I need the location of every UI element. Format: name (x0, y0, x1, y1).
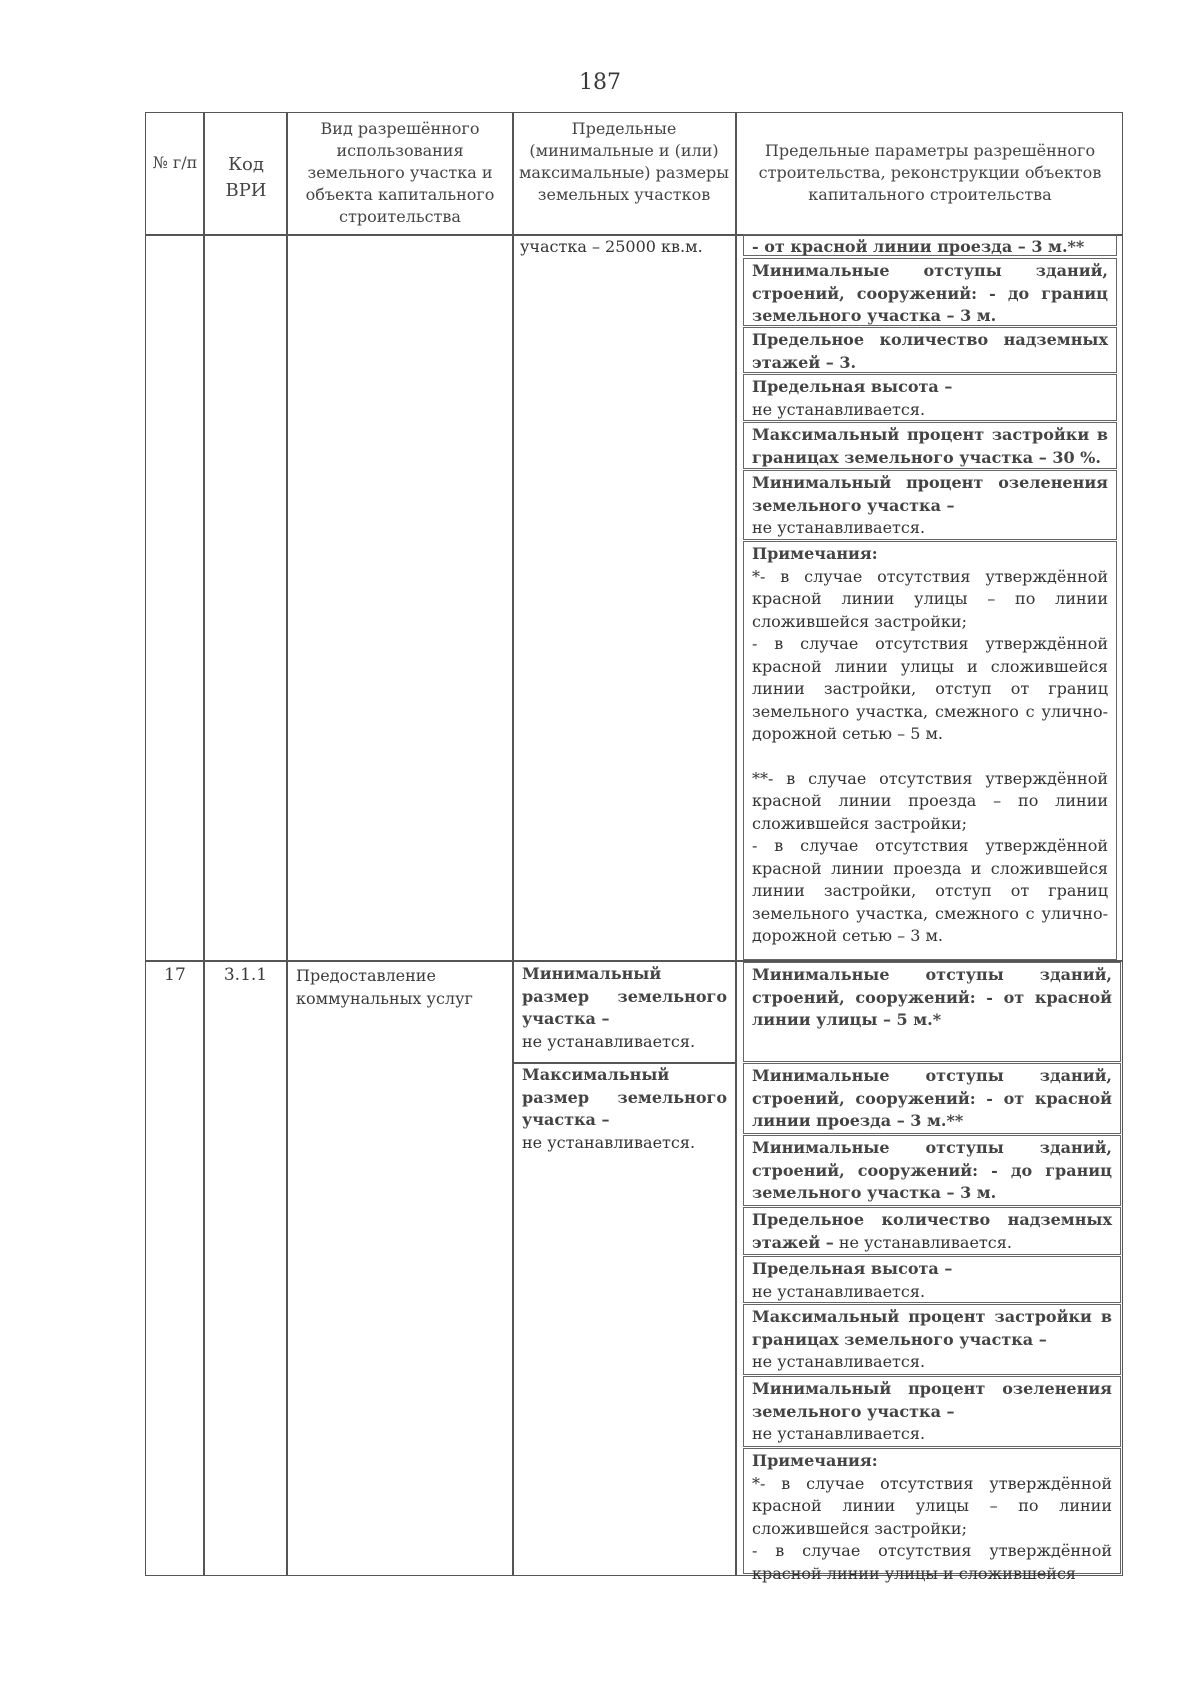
block2-param-6-title: Максимальный процент застройки в границах земельного участка – (752, 1307, 1112, 1349)
block1-notes (743, 541, 1117, 960)
block2-param-7 (743, 1376, 1121, 1447)
block1-param-4-value: не устанавливается. (752, 399, 926, 419)
column-divider (286, 112, 288, 1576)
row-code-text: 3.1.1 (223, 965, 268, 985)
block1-param-4 (743, 374, 1117, 421)
row-type (296, 964, 506, 1010)
block2-param-6-value: не устанавливается. (752, 1352, 926, 1371)
block2-param-2-text: Минимальные отступы зданий, строений, сооружений: - от красной линии проезда – 3 м.** (752, 1066, 1112, 1130)
block2-size-1-value: не устанавливается. (522, 1031, 696, 1051)
block2-size-2 (514, 1063, 735, 1162)
block2-param-5 (743, 1256, 1121, 1303)
block2-param-1-text: Минимальные отступы зданий, строений, сооружений: - от красной линии улицы – 5 м.* (752, 965, 1112, 1029)
header-params-label: Предельные параметры разрешённого строительства, реконструкции объектов капитального строительства (758, 141, 1102, 204)
block1-note-4: - в случае отсутствия утверждённой красной линии проезда и сложившейся линии застройки, отступ от границ земельного участка, смежного с улично-дорожной сетью – 3 м. (752, 836, 1108, 945)
header-number-label: № г/п (152, 153, 198, 172)
block2-param-3-text: Минимальные отступы зданий, строений, сооружений: - до границ земельного участка – 3 м. (752, 1138, 1112, 1202)
block2-param-4-title: Предельное количество надземных этажей – (752, 1210, 1112, 1252)
block2-param-1 (743, 962, 1121, 1062)
block2-size-2-title: Максимальный размер земельного участка – (522, 1065, 727, 1129)
row-number-text: 17 (164, 965, 186, 985)
block1-size (520, 236, 732, 259)
block1-param-1 (743, 234, 1117, 256)
block1-param-6-value: не устанавливается. (752, 518, 926, 537)
block1-note-1: *- в случае отсутствия утверждённой красной линии улицы – по линии сложившейся застройки; (752, 566, 1108, 631)
block2-note-2: - в случае отсутствия утверждённой красной линии улицы и сложившейся (752, 1541, 1112, 1583)
header-sizes (518, 118, 730, 206)
row-number (147, 964, 203, 987)
block2-notes-title: Примечания: (752, 1451, 878, 1470)
block2-param-6 (743, 1304, 1121, 1375)
header-code (212, 152, 280, 204)
block1-param-2 (743, 258, 1117, 326)
column-divider (203, 112, 205, 1576)
row-type-text: Предоставление коммунальных услуг (296, 966, 473, 1008)
block2-param-3 (743, 1135, 1121, 1206)
block1-param-3-text: Предельное количество надземных этажей – 3. (752, 330, 1108, 372)
block1-param-6 (743, 470, 1117, 540)
block1-param-3 (743, 327, 1117, 373)
block2-size-1 (514, 962, 735, 1061)
block2-param-4-value: не устанавливается. (838, 1232, 1012, 1252)
block2-param-5-value: не устанавливается. (752, 1281, 926, 1301)
block2-size-2-value: не устанавливается. (522, 1132, 696, 1152)
block1-param-4-title: Предельная высота – (752, 377, 953, 396)
block1-note-3: **- в случае отсутствия утверждённой красной линии проезда – по линии сложившейся застройки; (752, 768, 1108, 833)
page-number: 187 (579, 70, 621, 95)
block2-note-1: *- в случае отсутствия утверждённой красной линии улицы – по линии сложившейся застройки; (752, 1473, 1112, 1538)
header-params (745, 140, 1115, 206)
block2-size-1-title: Минимальный размер земельного участка – (522, 964, 727, 1028)
column-divider (512, 112, 514, 1576)
block2-param-7-title: Минимальный процент озеленения земельного участка – (752, 1379, 1112, 1421)
block1-param-1-text: - от красной линии проезда – 3 м.** (752, 237, 1085, 256)
header-code-label: Код ВРИ (225, 154, 267, 201)
block1-param-6-title: Минимальный процент озеленения земельного участка – (752, 473, 1108, 515)
block1-param-5 (743, 422, 1117, 469)
block2-param-2 (743, 1063, 1121, 1134)
block2-param-4 (743, 1207, 1121, 1255)
header-sizes-label: Предельные (минимальные и (или) максимальные) размеры земельных участков (518, 119, 730, 204)
row-code (205, 964, 286, 987)
header-type-label: Вид разрешённого использования земельного участка и объекта капитального строительства (305, 119, 495, 226)
block2-param-7-value: не устанавливается. (752, 1424, 926, 1443)
block1-note-2: - в случае отсутствия утверждённой красной линии улицы и сложившейся линии застройки, отступ от границ земельного участка, смежного с улично-дорожной сетью – 5 м. (752, 634, 1108, 743)
block1-notes-title: Примечания: (752, 544, 878, 563)
header-type (292, 118, 508, 228)
block2-param-5-title: Предельная высота – (752, 1259, 953, 1278)
block1-param-2-text: Минимальные отступы зданий, строений, сооружений: - до границ земельного участка – 3 м. (752, 261, 1108, 325)
block2-notes (743, 1448, 1121, 1583)
header-number (147, 152, 203, 174)
column-divider (735, 112, 737, 1576)
block1-size-text: участка – 25000 кв.м. (520, 237, 703, 256)
block1-param-5-text: Максимальный процент застройки в границах земельного участка – 30 %. (752, 425, 1108, 467)
